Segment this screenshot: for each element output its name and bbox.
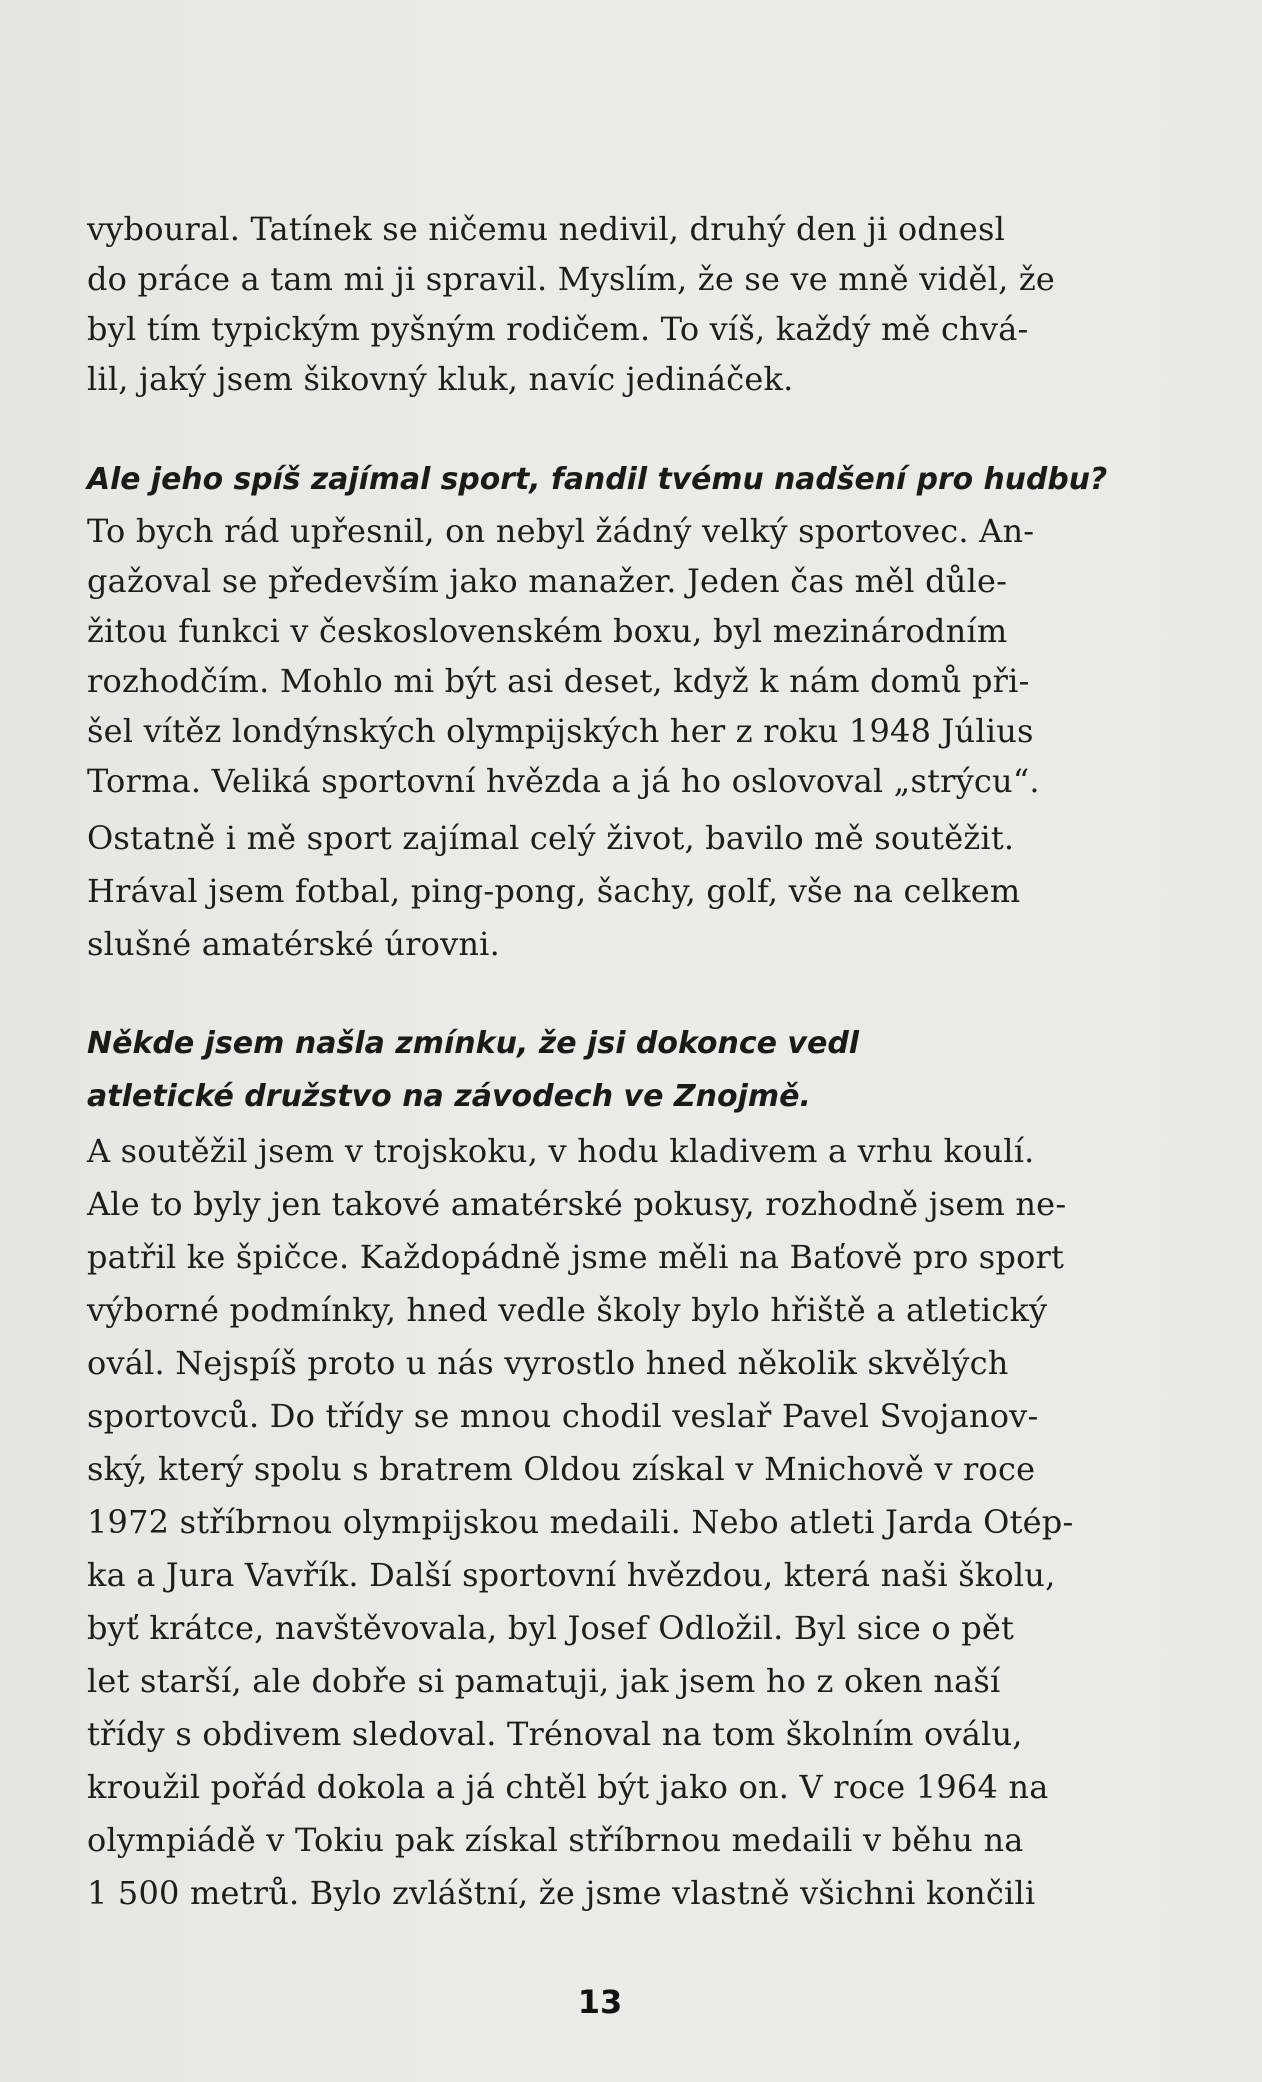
text-line: kroužil pořád dokola a já chtěl být jako on. V roce 1964 na xyxy=(87,1768,1049,1806)
text-line: Ostatně i mě sport zajímal celý život, bavilo mě soutěžit. xyxy=(87,819,1015,857)
text-line: vyboural. Tatínek se ničemu nedivil, druhý den ji odnesl xyxy=(87,210,1006,248)
text-line: rozhodčím. Mohlo mi být asi deset, když k nám domů při- xyxy=(87,662,1030,700)
question-line: Někde jsem našla zmínku, že jsi dokonce vedl xyxy=(87,1026,860,1061)
text-line: byl tím typickým pyšným rodičem. To víš, každý mě chvá- xyxy=(87,310,1029,348)
text-line: gažoval se především jako manažer. Jeden čas měl důle- xyxy=(87,562,1008,600)
text-line: 1 500 metrů. Bylo zvláštní, že jsme vlastně všichni končili xyxy=(87,1874,1036,1912)
text-line: ovál. Nejspíš proto u nás vyrostlo hned několik skvělých xyxy=(87,1344,1009,1382)
text-line: byť krátce, navštěvovala, byl Josef Odložil. Byl sice o pět xyxy=(87,1609,1015,1647)
question-line: Ale jeho spíš zajímal sport, fandil tvému nadšení pro hudbu? xyxy=(87,462,1108,497)
text-line: To bych rád upřesnil, on nebyl žádný velký sportovec. An- xyxy=(87,512,1035,550)
text-line: výborné podmínky, hned vedle školy bylo hřiště a atletický xyxy=(87,1291,1048,1329)
text-line: ský, který spolu s bratrem Oldou získal v Mnichově v roce xyxy=(87,1450,1036,1488)
text-line: ka a Jura Vavřík. Další sportovní hvězdou, která naši školu, xyxy=(87,1556,1056,1594)
text-line: slušné amatérské úrovni. xyxy=(87,925,500,963)
page-number: 13 xyxy=(577,1983,623,2021)
text-line: 1972 stříbrnou olympijskou medaili. Nebo atleti Jarda Otép- xyxy=(87,1503,1074,1541)
text-line: do práce a tam mi ji spravil. Myslím, že se ve mně viděl, že xyxy=(87,260,1056,298)
text-line: třídy s obdivem sledoval. Trénoval na tom školním oválu, xyxy=(87,1715,1023,1753)
text-line: Torma. Veliká sportovní hvězda a já ho oslovoval „strýcu“. xyxy=(87,762,1040,800)
question-line: atletické družstvo na závodech ve Znojmě. xyxy=(87,1079,811,1114)
text-line: Ale to byly jen takové amatérské pokusy, rozhodně jsem ne- xyxy=(87,1185,1067,1223)
text-line: olympiádě v Tokiu pak získal stříbrnou medaili v běhu na xyxy=(87,1821,1024,1859)
text-line: Hrával jsem fotbal, ping-pong, šachy, golf, vše na celkem xyxy=(87,872,1021,910)
text-line: patřil ke špičce. Každopádně jsme měli na Baťově pro sport xyxy=(87,1238,1065,1276)
text-line: žitou funkci v československém boxu, byl mezinárodním xyxy=(87,612,1008,650)
text-line: let starší, ale dobře si pamatuji, jak jsem ho z oken naší xyxy=(87,1662,1001,1700)
text-line: šel vítěz londýnských olympijských her z roku 1948 Július xyxy=(87,712,1034,750)
text-line: A soutěžil jsem v trojskoku, v hodu kladivem a vrhu koulí. xyxy=(87,1132,1035,1170)
text-line: lil, jaký jsem šikovný kluk, navíc jedináček. xyxy=(87,360,794,398)
text-line: sportovců. Do třídy se mnou chodil veslař Pavel Svojanov- xyxy=(87,1397,1039,1435)
